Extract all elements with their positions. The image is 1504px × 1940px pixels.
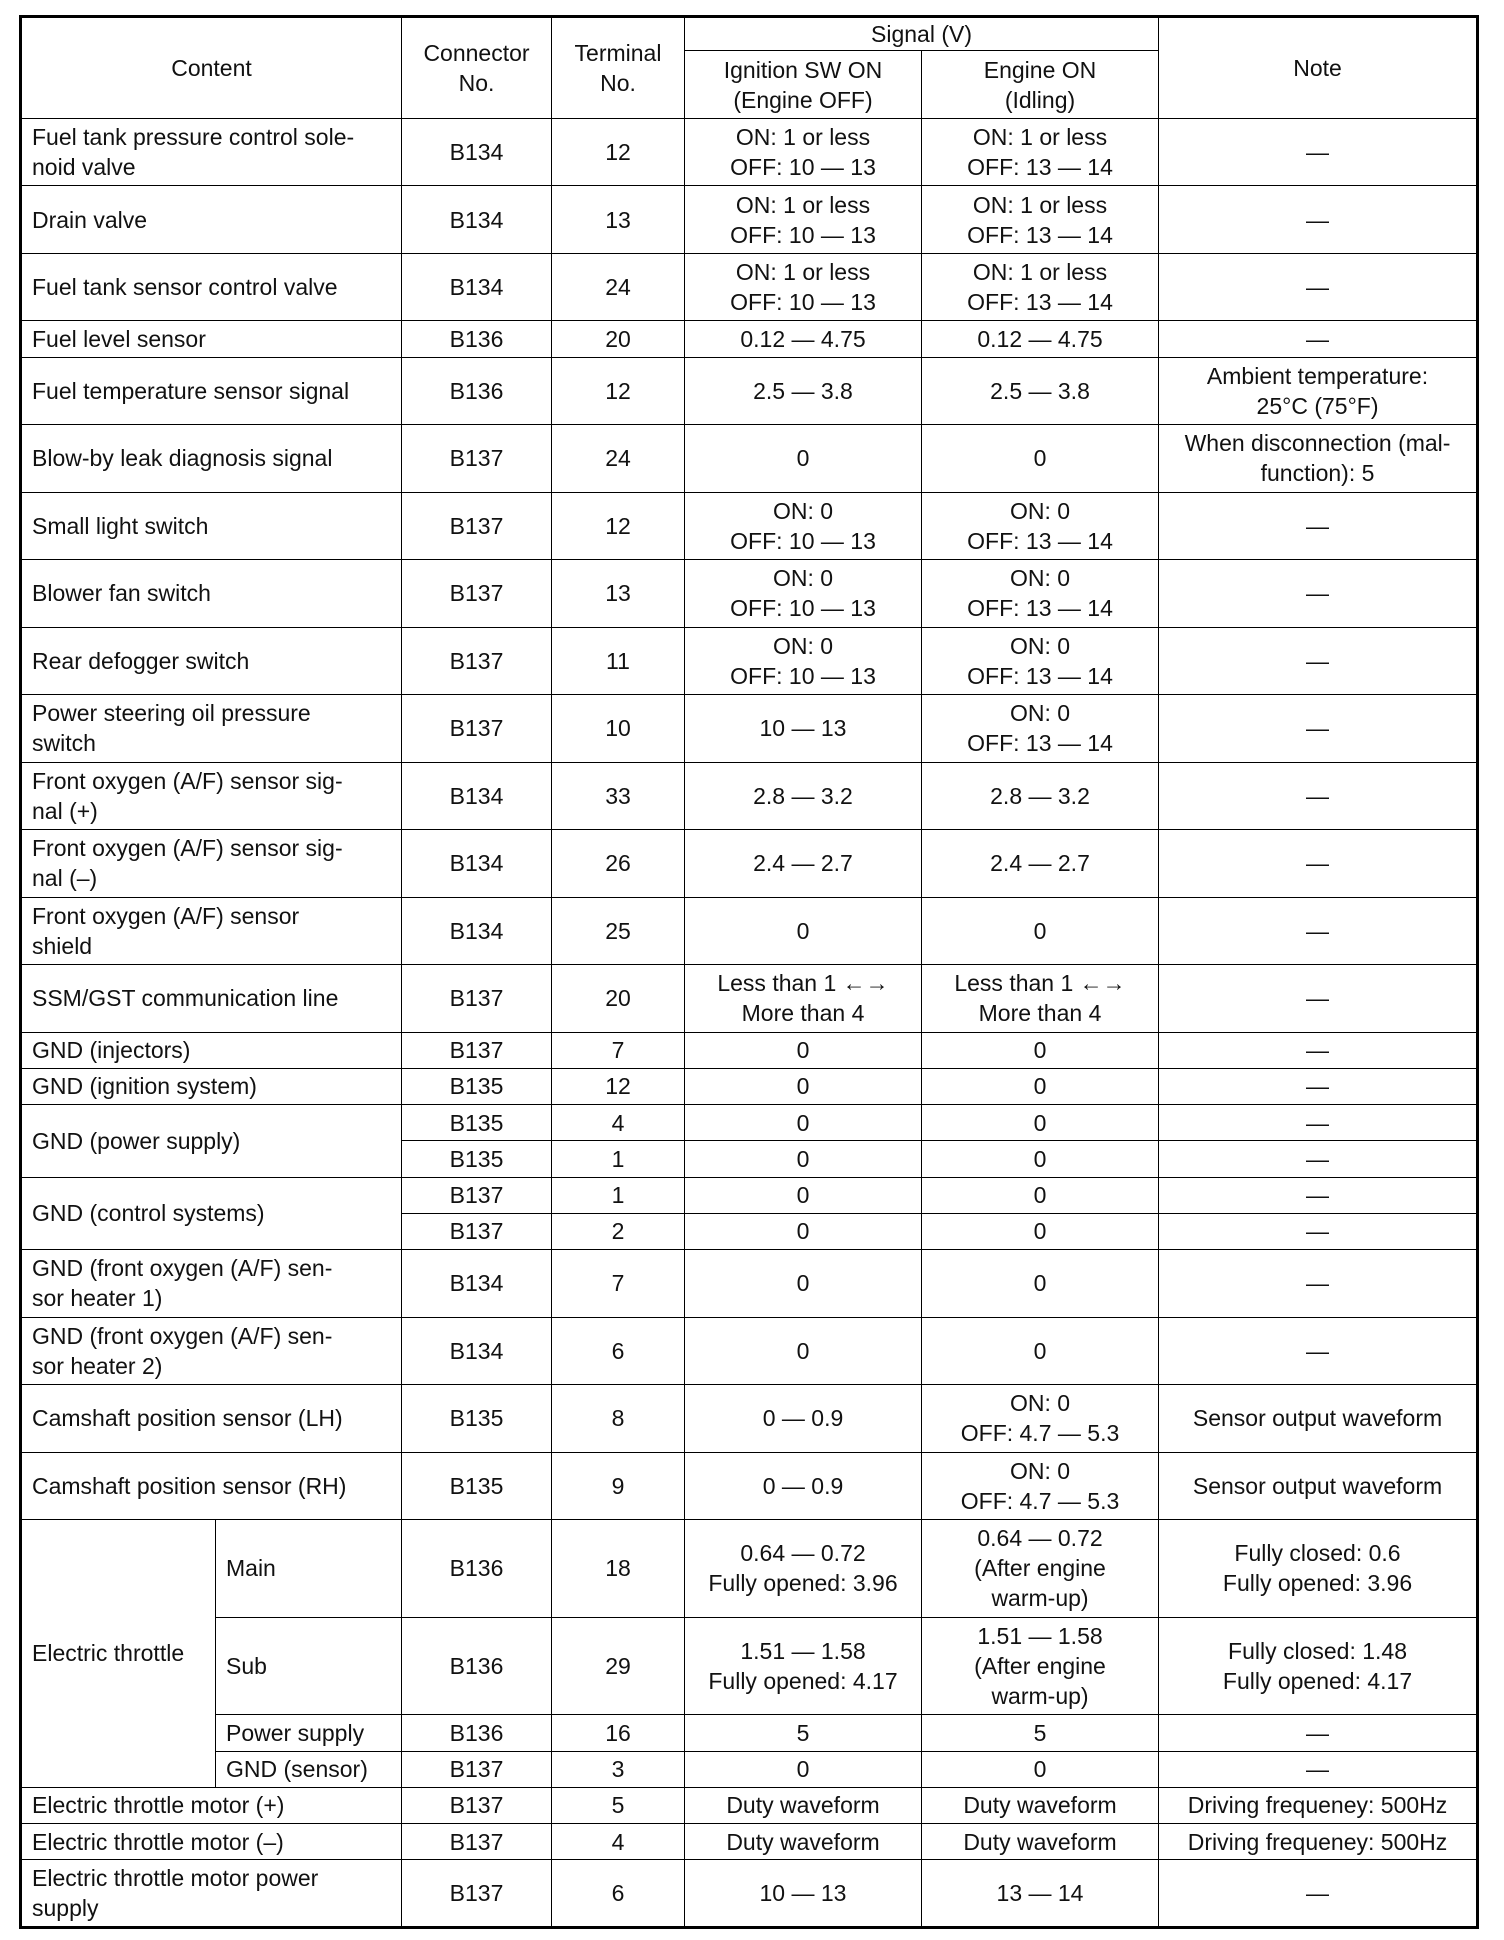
- header-engine: Engine ON (Idling): [922, 51, 1159, 119]
- cell-terminal: 20: [552, 321, 685, 357]
- cell-note: —: [1159, 695, 1478, 762]
- cell-ignition: ON: 0 OFF: 10 — 13: [685, 627, 922, 694]
- cell-connector: B137: [402, 1824, 552, 1860]
- cell-engine: 0: [922, 1032, 1159, 1068]
- cell-terminal: 20: [552, 965, 685, 1032]
- table-row: [21, 1617, 1478, 1715]
- table-row: [21, 1452, 1478, 1519]
- cell-note: —: [1159, 1032, 1478, 1068]
- cell-connector: B135: [402, 1452, 552, 1519]
- cell-connector: B137: [402, 965, 552, 1032]
- cell-engine: 0: [922, 1141, 1159, 1177]
- cell-ignition: Duty waveform: [685, 1824, 922, 1860]
- cell-subcontent: Sub: [216, 1617, 402, 1715]
- cell-content: GND (front oxygen (A/F) sen- sor heater 1): [21, 1250, 402, 1317]
- cell-note: —: [1159, 1213, 1478, 1249]
- cell-ignition: 0 — 0.9: [685, 1452, 922, 1519]
- cell-engine: ON: 1 or less OFF: 13 — 14: [922, 186, 1159, 253]
- cell-engine: 2.4 — 2.7: [922, 830, 1159, 897]
- cell-engine: ON: 0 OFF: 13 — 14: [922, 492, 1159, 559]
- table-row: [21, 1824, 1478, 1860]
- table-body: [21, 119, 1478, 1928]
- cell-note: —: [1159, 321, 1478, 357]
- cell-connector: B134: [402, 1250, 552, 1317]
- header-content: Content: [21, 17, 402, 119]
- cell-terminal: 6: [552, 1317, 685, 1384]
- table-row: [21, 1385, 1478, 1452]
- cell-ignition: ON: 0 OFF: 10 — 13: [685, 560, 922, 627]
- cell-content: Drain valve: [21, 186, 402, 253]
- cell-ignition: 0: [685, 1250, 922, 1317]
- cell-ignition: Duty waveform: [685, 1787, 922, 1823]
- table-row: [21, 1519, 1478, 1617]
- cell-ignition: 2.5 — 3.8: [685, 357, 922, 424]
- cell-connector: B134: [402, 186, 552, 253]
- cell-engine: ON: 1 or less OFF: 13 — 14: [922, 253, 1159, 320]
- cell-connector: B135: [402, 1385, 552, 1452]
- cell-engine: 0: [922, 1317, 1159, 1384]
- cell-content: Camshaft position sensor (RH): [21, 1452, 402, 1519]
- cell-content: Rear defogger switch: [21, 627, 402, 694]
- cell-note: Sensor output waveform: [1159, 1452, 1478, 1519]
- cell-connector: B137: [402, 1213, 552, 1249]
- cell-connector: B135: [402, 1141, 552, 1177]
- cell-note: Ambient temperature: 25°C (75°F): [1159, 357, 1478, 424]
- table-row: [21, 762, 1478, 829]
- table-row: [21, 119, 1478, 186]
- cell-ignition: 0: [685, 425, 922, 492]
- cell-terminal: 12: [552, 1068, 685, 1104]
- cell-connector: B137: [402, 425, 552, 492]
- cell-terminal: 9: [552, 1452, 685, 1519]
- cell-connector: B134: [402, 830, 552, 897]
- cell-connector: B137: [402, 1787, 552, 1823]
- table-row: [21, 425, 1478, 492]
- cell-subcontent: Power supply: [216, 1715, 402, 1751]
- cell-engine: 0.64 — 0.72 (After engine warm-up): [922, 1519, 1159, 1617]
- cell-terminal: 24: [552, 253, 685, 320]
- cell-connector: B135: [402, 1068, 552, 1104]
- cell-engine: 0: [922, 1177, 1159, 1213]
- cell-connector: B136: [402, 357, 552, 424]
- table-row: [21, 186, 1478, 253]
- cell-subcontent: GND (sensor): [216, 1751, 402, 1787]
- table-row: [21, 357, 1478, 424]
- cell-content: GND (ignition system): [21, 1068, 402, 1104]
- cell-content: Fuel level sensor: [21, 321, 402, 357]
- cell-note: When disconnection (mal- function): 5: [1159, 425, 1478, 492]
- cell-content: GND (control systems): [21, 1177, 402, 1250]
- cell-note: Fully closed: 1.48 Fully opened: 4.17: [1159, 1617, 1478, 1715]
- cell-ignition: 0.64 — 0.72 Fully opened: 3.96: [685, 1519, 922, 1617]
- cell-ignition: 0: [685, 897, 922, 964]
- cell-ignition: ON: 1 or less OFF: 10 — 13: [685, 186, 922, 253]
- cell-engine: ON: 1 or less OFF: 13 — 14: [922, 119, 1159, 186]
- header-note: Note: [1159, 17, 1478, 119]
- cell-terminal: 29: [552, 1617, 685, 1715]
- table-row: [21, 965, 1478, 1032]
- cell-terminal: 4: [552, 1824, 685, 1860]
- cell-note: —: [1159, 1250, 1478, 1317]
- cell-note: —: [1159, 762, 1478, 829]
- cell-engine: 0: [922, 1213, 1159, 1249]
- cell-terminal: 1: [552, 1177, 685, 1213]
- cell-note: —: [1159, 560, 1478, 627]
- cell-note: —: [1159, 1105, 1478, 1141]
- header-terminal: Terminal No.: [552, 17, 685, 119]
- cell-content: GND (power supply): [21, 1105, 402, 1178]
- table-row: [21, 1317, 1478, 1384]
- cell-note: —: [1159, 1715, 1478, 1751]
- cell-connector: B134: [402, 897, 552, 964]
- cell-connector: B137: [402, 627, 552, 694]
- cell-connector: B137: [402, 1032, 552, 1068]
- cell-terminal: 7: [552, 1032, 685, 1068]
- cell-note: Driving frequeney: 500Hz: [1159, 1787, 1478, 1823]
- table-row: [21, 321, 1478, 357]
- cell-connector: B134: [402, 1317, 552, 1384]
- cell-terminal: 24: [552, 425, 685, 492]
- cell-connector: B137: [402, 560, 552, 627]
- cell-ignition: ON: 1 or less OFF: 10 — 13: [685, 119, 922, 186]
- cell-terminal: 13: [552, 186, 685, 253]
- table-row: [21, 1105, 1478, 1141]
- table-row: [21, 695, 1478, 762]
- table-row: [21, 560, 1478, 627]
- cell-terminal: 16: [552, 1715, 685, 1751]
- cell-engine: 2.5 — 3.8: [922, 357, 1159, 424]
- cell-note: —: [1159, 1141, 1478, 1177]
- cell-note: —: [1159, 1860, 1478, 1928]
- cell-terminal: 12: [552, 357, 685, 424]
- table-row: [21, 830, 1478, 897]
- table-row: [21, 1177, 1478, 1213]
- cell-connector: B135: [402, 1105, 552, 1141]
- cell-engine: Less than 1 ←→ More than 4: [922, 965, 1159, 1032]
- table-row: [21, 627, 1478, 694]
- cell-content: GND (front oxygen (A/F) sen- sor heater 2): [21, 1317, 402, 1384]
- cell-engine: 0: [922, 425, 1159, 492]
- cell-content: Fuel tank pressure control sole- noid valve: [21, 119, 402, 186]
- cell-engine: Duty waveform: [922, 1824, 1159, 1860]
- cell-engine: 0: [922, 1250, 1159, 1317]
- cell-ignition: 0: [685, 1317, 922, 1384]
- cell-engine: 0: [922, 1105, 1159, 1141]
- cell-ignition: 0 — 0.9: [685, 1385, 922, 1452]
- cell-engine: ON: 0 OFF: 4.7 — 5.3: [922, 1452, 1159, 1519]
- cell-engine: ON: 0 OFF: 13 — 14: [922, 560, 1159, 627]
- cell-note: —: [1159, 253, 1478, 320]
- cell-content: Electric throttle motor power supply: [21, 1860, 402, 1928]
- cell-ignition: Less than 1 ←→ More than 4: [685, 965, 922, 1032]
- cell-connector: B136: [402, 321, 552, 357]
- cell-content: Blow-by leak diagnosis signal: [21, 425, 402, 492]
- cell-engine: 1.51 — 1.58 (After engine warm-up): [922, 1617, 1159, 1715]
- table-row: [21, 1032, 1478, 1068]
- cell-ignition: 0: [685, 1068, 922, 1104]
- cell-terminal: 10: [552, 695, 685, 762]
- cell-connector: B136: [402, 1715, 552, 1751]
- cell-ignition: 0: [685, 1213, 922, 1249]
- cell-engine: 0.12 — 4.75: [922, 321, 1159, 357]
- cell-terminal: 4: [552, 1105, 685, 1141]
- cell-content: Small light switch: [21, 492, 402, 559]
- cell-connector: B136: [402, 1617, 552, 1715]
- cell-ignition: ON: 0 OFF: 10 — 13: [685, 492, 922, 559]
- cell-ignition: 0: [685, 1032, 922, 1068]
- cell-note: —: [1159, 186, 1478, 253]
- table-row: [21, 1787, 1478, 1823]
- cell-ignition: 0: [685, 1141, 922, 1177]
- cell-engine: 2.8 — 3.2: [922, 762, 1159, 829]
- cell-note: —: [1159, 1751, 1478, 1787]
- cell-ignition: 1.51 — 1.58 Fully opened: 4.17: [685, 1617, 922, 1715]
- signal-spec-table: [19, 15, 1479, 1929]
- cell-ignition: 2.8 — 3.2: [685, 762, 922, 829]
- cell-terminal: 13: [552, 560, 685, 627]
- cell-content: Blower fan switch: [21, 560, 402, 627]
- table-row: [21, 1250, 1478, 1317]
- cell-terminal: 8: [552, 1385, 685, 1452]
- cell-note: —: [1159, 830, 1478, 897]
- cell-content: Electric throttle motor (+): [21, 1787, 402, 1823]
- cell-note: Sensor output waveform: [1159, 1385, 1478, 1452]
- header-ignition: Ignition SW ON (Engine OFF): [685, 51, 922, 119]
- cell-content: Front oxygen (A/F) sensor shield: [21, 897, 402, 964]
- cell-terminal: 1: [552, 1141, 685, 1177]
- cell-engine: 5: [922, 1715, 1159, 1751]
- cell-content: Front oxygen (A/F) sensor sig- nal (+): [21, 762, 402, 829]
- cell-note: —: [1159, 627, 1478, 694]
- cell-terminal: 18: [552, 1519, 685, 1617]
- cell-content: Fuel tank sensor control valve: [21, 253, 402, 320]
- cell-content: SSM/GST communication line: [21, 965, 402, 1032]
- table-row: [21, 1068, 1478, 1104]
- cell-engine: ON: 0 OFF: 13 — 14: [922, 627, 1159, 694]
- cell-ignition: 0: [685, 1751, 922, 1787]
- cell-ignition: 5: [685, 1715, 922, 1751]
- cell-content: Electric throttle: [21, 1519, 216, 1787]
- cell-terminal: 12: [552, 492, 685, 559]
- cell-note: —: [1159, 965, 1478, 1032]
- table-row: [21, 253, 1478, 320]
- cell-terminal: 11: [552, 627, 685, 694]
- cell-content: Electric throttle motor (–): [21, 1824, 402, 1860]
- cell-ignition: 10 — 13: [685, 1860, 922, 1928]
- cell-connector: B134: [402, 119, 552, 186]
- cell-terminal: 25: [552, 897, 685, 964]
- cell-engine: ON: 0 OFF: 4.7 — 5.3: [922, 1385, 1159, 1452]
- cell-engine: ON: 0 OFF: 13 — 14: [922, 695, 1159, 762]
- cell-ignition: 0.12 — 4.75: [685, 321, 922, 357]
- header-row-1: [21, 17, 1478, 51]
- cell-note: —: [1159, 492, 1478, 559]
- cell-note: Driving frequeney: 500Hz: [1159, 1824, 1478, 1860]
- cell-ignition: 2.4 — 2.7: [685, 830, 922, 897]
- cell-connector: B137: [402, 1751, 552, 1787]
- table-row: [21, 492, 1478, 559]
- cell-content: Power steering oil pressure switch: [21, 695, 402, 762]
- cell-subcontent: Main: [216, 1519, 402, 1617]
- cell-connector: B137: [402, 1860, 552, 1928]
- table-row: [21, 1715, 1478, 1751]
- cell-engine: 0: [922, 1068, 1159, 1104]
- cell-connector: B137: [402, 1177, 552, 1213]
- cell-engine: 0: [922, 897, 1159, 964]
- cell-engine: 13 — 14: [922, 1860, 1159, 1928]
- cell-note: —: [1159, 119, 1478, 186]
- cell-note: Fully closed: 0.6 Fully opened: 3.96: [1159, 1519, 1478, 1617]
- cell-connector: B136: [402, 1519, 552, 1617]
- table-row: [21, 897, 1478, 964]
- cell-ignition: 0: [685, 1177, 922, 1213]
- cell-engine: Duty waveform: [922, 1787, 1159, 1823]
- cell-ignition: 10 — 13: [685, 695, 922, 762]
- cell-note: —: [1159, 1177, 1478, 1213]
- cell-terminal: 5: [552, 1787, 685, 1823]
- cell-terminal: 2: [552, 1213, 685, 1249]
- header-connector: Connector No.: [402, 17, 552, 119]
- cell-note: —: [1159, 1317, 1478, 1384]
- cell-connector: B134: [402, 762, 552, 829]
- cell-connector: B137: [402, 695, 552, 762]
- cell-terminal: 33: [552, 762, 685, 829]
- cell-note: —: [1159, 897, 1478, 964]
- cell-connector: B134: [402, 253, 552, 320]
- cell-engine: 0: [922, 1751, 1159, 1787]
- table-row: [21, 1860, 1478, 1928]
- cell-terminal: 3: [552, 1751, 685, 1787]
- cell-terminal: 26: [552, 830, 685, 897]
- cell-content: Camshaft position sensor (LH): [21, 1385, 402, 1452]
- cell-ignition: ON: 1 or less OFF: 10 — 13: [685, 253, 922, 320]
- cell-content: Front oxygen (A/F) sensor sig- nal (–): [21, 830, 402, 897]
- cell-terminal: 12: [552, 119, 685, 186]
- cell-content: Fuel temperature sensor signal: [21, 357, 402, 424]
- header-signal: Signal (V): [685, 17, 1159, 51]
- cell-terminal: 7: [552, 1250, 685, 1317]
- cell-content: GND (injectors): [21, 1032, 402, 1068]
- cell-note: —: [1159, 1068, 1478, 1104]
- cell-ignition: 0: [685, 1105, 922, 1141]
- table-row: [21, 1751, 1478, 1787]
- cell-connector: B137: [402, 492, 552, 559]
- cell-terminal: 6: [552, 1860, 685, 1928]
